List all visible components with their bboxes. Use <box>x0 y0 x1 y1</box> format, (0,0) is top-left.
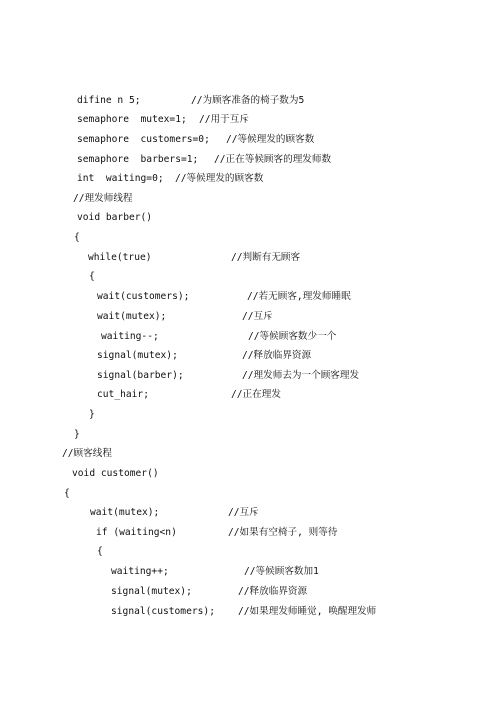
code-comment: //判断有无顾客 <box>231 252 301 263</box>
code-text: wait(mutex); <box>97 311 167 322</box>
code-line <box>0 585 308 598</box>
code-text: cut_hair; <box>97 389 149 400</box>
code-line <box>0 408 95 421</box>
code-line <box>0 113 249 126</box>
code-line <box>0 251 301 264</box>
code-comment: //等候理发的顾客数 <box>175 173 264 184</box>
code-comment: //等候顾客数少一个 <box>248 331 337 342</box>
code-line <box>0 545 103 558</box>
code-comment: //正在等候顾客的理发师数 <box>214 154 332 165</box>
code-comment: //如果理发师睡觉, 唤醒理发师 <box>238 606 377 617</box>
code-text: } <box>89 409 95 420</box>
code-text: { <box>97 546 103 557</box>
code-line <box>0 153 332 166</box>
code-comment: //若无顾客,理发师睡眠 <box>247 291 351 302</box>
code-text: { <box>64 488 70 499</box>
code-text: signal(mutex); <box>97 350 178 361</box>
code-text: wait(customers); <box>97 291 190 302</box>
code-text: wait(mutex); <box>90 507 160 518</box>
code-line <box>0 388 281 401</box>
code-comment: //等候理发的顾客数 <box>226 134 315 145</box>
code-line <box>0 270 95 283</box>
code-line <box>0 310 273 323</box>
code-text: semaphore customers=0; <box>77 134 210 145</box>
code-text: signal(customers); <box>111 606 215 617</box>
code-text: { <box>89 271 95 282</box>
code-text: if (waiting<n) <box>96 527 177 538</box>
code-line <box>0 565 319 578</box>
code-line <box>0 369 360 382</box>
code-text: signal(mutex); <box>111 586 192 597</box>
section-comment <box>0 192 133 205</box>
code-text: waiting++; <box>111 566 169 577</box>
code-line <box>0 290 351 303</box>
code-text: void barber() <box>77 212 153 223</box>
code-comment: //互斥 <box>242 311 273 322</box>
code-line <box>0 231 80 244</box>
code-text: difine n 5; <box>77 95 141 106</box>
code-comment: //正在理发 <box>231 389 281 400</box>
code-comment: //理发师去为一个顾客理发 <box>242 370 360 381</box>
code-line <box>0 605 377 618</box>
code-line <box>0 349 312 362</box>
code-text: semaphore barbers=1; <box>77 154 199 165</box>
code-line <box>0 526 338 539</box>
code-line <box>0 467 159 480</box>
code-comment: //释放临界资源 <box>242 350 312 361</box>
code-text: { <box>74 232 80 243</box>
code-line <box>0 428 80 441</box>
code-line <box>0 506 259 519</box>
code-text: int waiting=0; <box>77 173 164 184</box>
code-text: //理发师线程 <box>73 193 133 204</box>
section-comment <box>0 447 112 460</box>
code-text: while(true) <box>88 252 152 263</box>
code-text: waiting--; <box>101 331 159 342</box>
code-line <box>0 211 153 224</box>
code-comment: //如果有空椅子, 则等待 <box>228 527 338 538</box>
code-comment: //释放临界资源 <box>238 586 308 597</box>
code-comment: //互斥 <box>228 507 259 518</box>
code-line <box>0 172 264 185</box>
code-line <box>0 133 315 146</box>
code-comment: //等候顾客数加1 <box>244 566 319 577</box>
code-line <box>0 330 337 343</box>
code-comment: //为顾客准备的椅子数为5 <box>191 95 305 106</box>
code-text: //顾客线程 <box>62 448 112 459</box>
code-text: } <box>74 429 80 440</box>
code-text: signal(barber); <box>97 370 184 381</box>
code-text: void customer() <box>72 468 159 479</box>
code-line <box>0 94 305 107</box>
code-line <box>0 487 70 500</box>
code-text: semaphore mutex=1; <box>77 114 187 125</box>
code-comment: //用于互斥 <box>199 114 249 125</box>
